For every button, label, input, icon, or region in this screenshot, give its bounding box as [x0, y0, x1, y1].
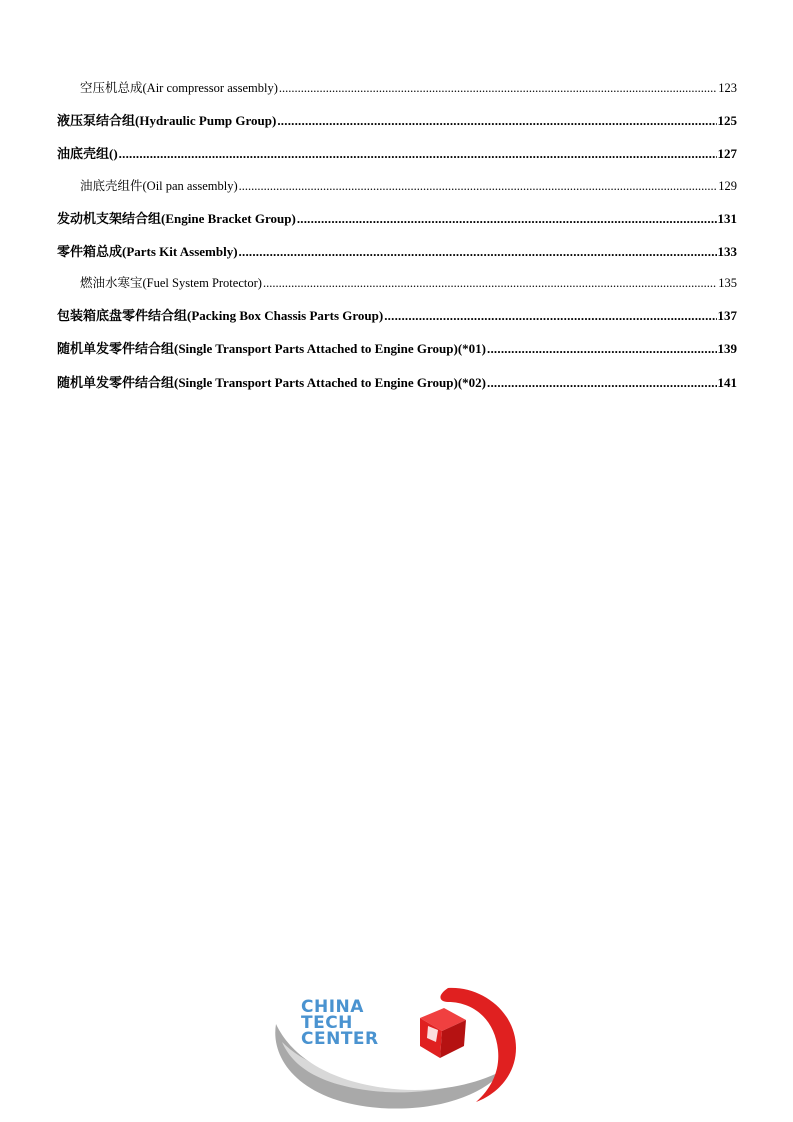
toc-entry-single-transport-01[interactable] — [57, 332, 737, 365]
logo-cube-icon — [420, 1008, 466, 1058]
logo-line-tech: TECH — [301, 1013, 353, 1033]
toc-entry-title: 空压机总成(Air compressor assembly) — [80, 81, 278, 95]
toc-entry-page: 141 — [717, 374, 737, 390]
toc-leader-dots — [297, 202, 717, 235]
toc-entry-page: 125 — [717, 113, 737, 128]
toc-entry-fuel-system-protector[interactable] — [57, 268, 737, 299]
toc-entry-title: 发动机支架结合组(Engine Bracket Group) — [57, 210, 296, 226]
toc-entry-oil-pan-group[interactable] — [57, 137, 737, 170]
toc-leader-dots — [119, 137, 717, 170]
toc-leader-dots — [384, 299, 716, 332]
toc-entry-oil-pan-assembly[interactable] — [57, 171, 737, 202]
toc-entry-title: 零件箱总成(Parts Kit Assembly) — [57, 243, 238, 259]
toc-leader-dots — [487, 366, 716, 399]
logo-line-china: CHINA — [301, 997, 364, 1017]
toc-entry-single-transport-02[interactable] — [57, 366, 737, 399]
toc-leader-dots — [263, 268, 717, 299]
toc-entry-title: 油底壳组件(Oil pan assembly) — [80, 178, 238, 193]
toc-entry-title: 液压泵结合组(Hydraulic Pump Group) — [57, 113, 277, 128]
toc-entry-title: 包装箱底盘零件结合组(Packing Box Chassis Parts Group) — [57, 308, 384, 324]
toc-entry-page: 139 — [717, 341, 737, 357]
toc-entry-page: 135 — [718, 276, 737, 291]
toc-entry-page: 133 — [717, 243, 737, 259]
toc-entry-parts-kit[interactable] — [57, 235, 737, 268]
toc-entry-title: 随机单发零件结合组(Single Transport Parts Attached to Engine Group)(*02) — [57, 374, 487, 390]
toc-entry-title: 燃油水寒宝(Fuel System Protector) — [80, 276, 262, 291]
toc-entry-page: 127 — [717, 146, 737, 162]
logo-wordmark — [301, 999, 379, 1047]
toc-leader-dots — [277, 104, 716, 137]
toc-entry-page: 131 — [717, 210, 737, 226]
toc-entry-page: 129 — [718, 178, 737, 193]
toc-entry-page: 123 — [718, 81, 737, 95]
toc-entry-title: 随机单发零件结合组(Single Transport Parts Attached to Engine Group)(*01) — [57, 341, 487, 357]
toc-entry-engine-bracket[interactable] — [57, 202, 737, 235]
toc-entry-title: 油底壳组() — [57, 146, 118, 162]
logo-line-center: CENTER — [301, 1029, 379, 1049]
toc-leader-dots — [239, 235, 717, 268]
toc-leader-dots — [239, 171, 718, 202]
toc-entry-page: 137 — [717, 308, 737, 324]
toc-entry-hydraulic-pump[interactable] — [57, 104, 737, 137]
toc-leader-dots — [279, 73, 717, 104]
toc-leader-dots — [487, 332, 716, 365]
table-of-contents — [57, 73, 737, 399]
toc-entry-packing-box-chassis[interactable] — [57, 299, 737, 332]
toc-entry-air-compressor[interactable] — [57, 73, 737, 104]
china-tech-center-logo — [270, 984, 525, 1114]
